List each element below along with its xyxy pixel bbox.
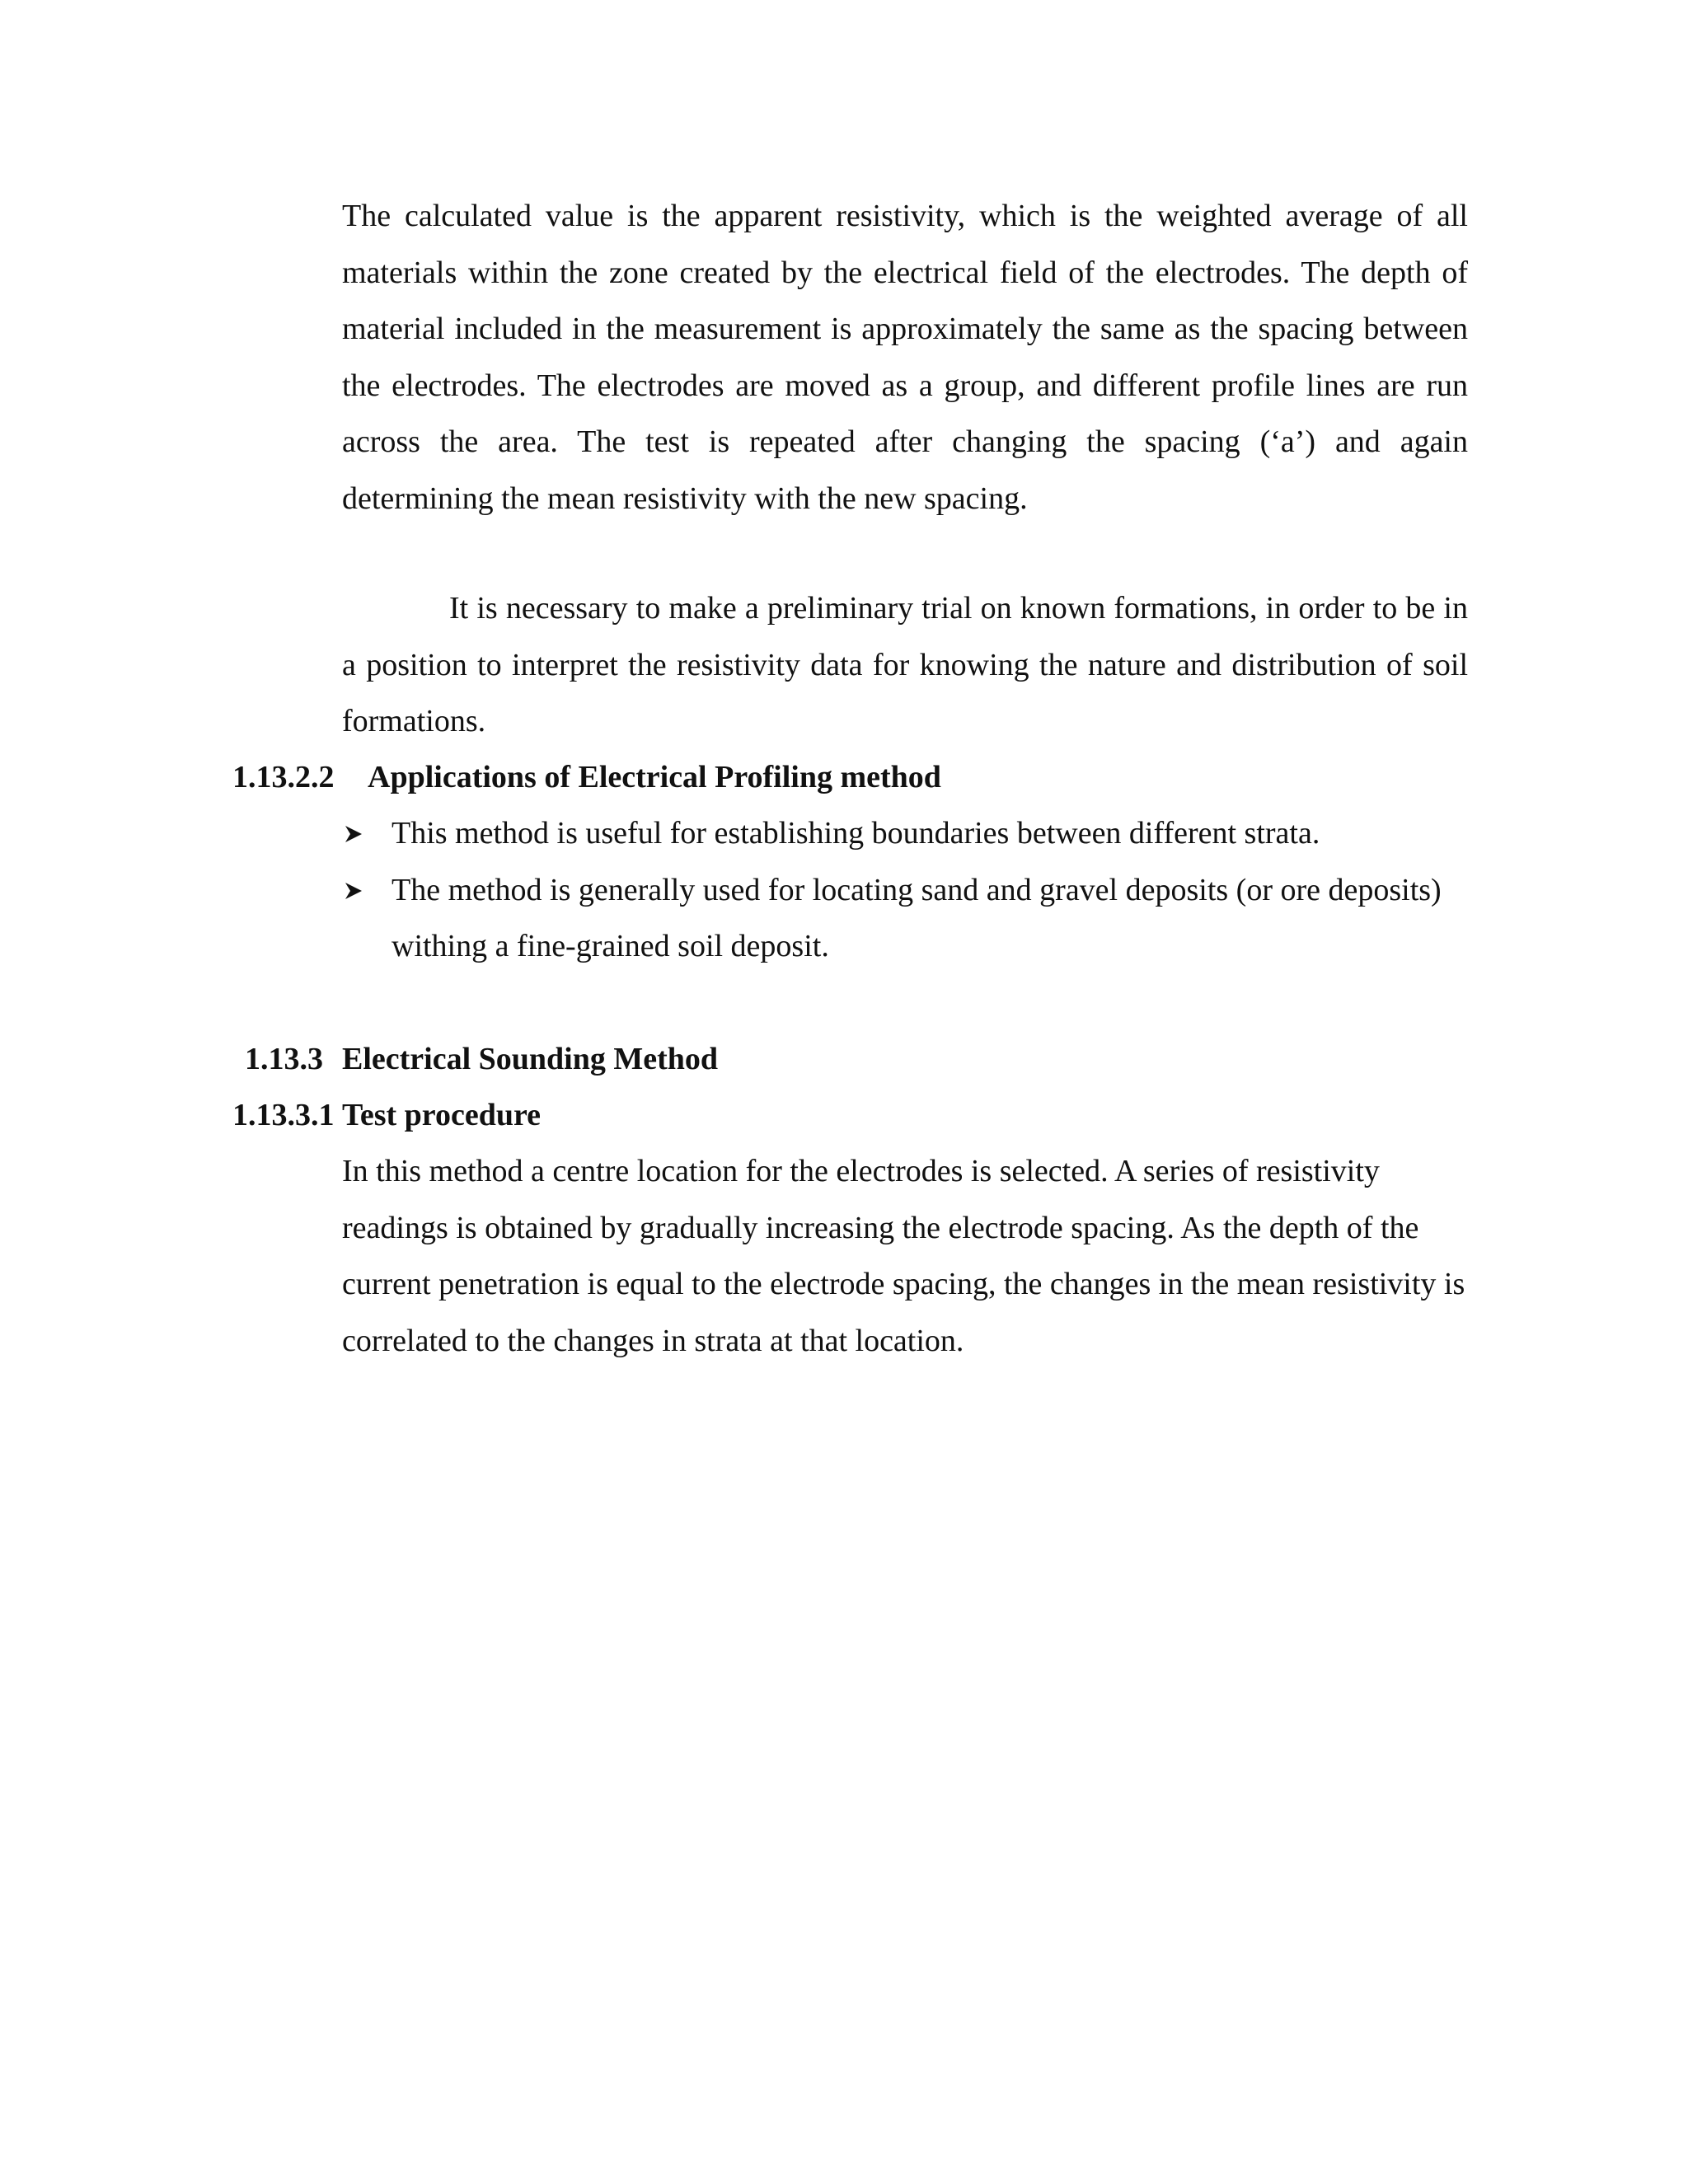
paragraph-preliminary-trial: It is necessary to make a preliminary trial on known formations, in order to be in a position to interpret the resistivity data for knowing the nature and distribution of soil formations. — [342, 591, 1468, 738]
section-heading-electrical-sounding — [245, 1031, 718, 1088]
list-item-text: The method is generally used for locating sand and gravel deposits (or ore deposits) withing a fine-grained soil deposit. — [392, 872, 1442, 963]
arrow-bullet-icon — [344, 805, 368, 862]
list-item — [342, 862, 1468, 975]
section-title: Test procedure — [342, 1098, 542, 1132]
section-heading-test-procedure — [232, 1087, 541, 1144]
section-title: Electrical Sounding Method — [342, 1042, 719, 1076]
section-heading-applications — [232, 749, 941, 806]
list-item-text: This method is useful for establishing boundaries between different strata. — [392, 816, 1320, 851]
paragraph-apparent-resistivity: The calculated value is the apparent resistivity, which is the weighted average of all materials within the zone created by the electrical field of the electrodes. The depth of material included in the measurement is approximately the same as the spacing between the electrodes. The electrodes are moved as a group, and different profile lines are run across the area. The test is repeated after changing the spacing (‘a’) and again determining the mean resistivity with the new spacing. — [342, 199, 1468, 516]
section-number: 1.13.2.2 — [232, 760, 335, 794]
arrow-bullet-icon — [344, 862, 368, 919]
list-item — [342, 805, 1468, 862]
section-number: 1.13.3.1 — [232, 1098, 335, 1132]
applications-bullet-list — [342, 805, 1468, 975]
paragraph-test-procedure: In this method a centre location for the electrodes is selected. A series of resistivity readings is obtained by gradually increasing the electrode spacing. As the depth of the current penetration is equal to the electrode spacing, the changes in the mean resistivity is correlated to the changes in strata at that location. — [342, 1154, 1465, 1358]
section-number: 1.13.3 — [245, 1042, 323, 1076]
section-title: Applications of Electrical Profiling method — [368, 760, 941, 794]
